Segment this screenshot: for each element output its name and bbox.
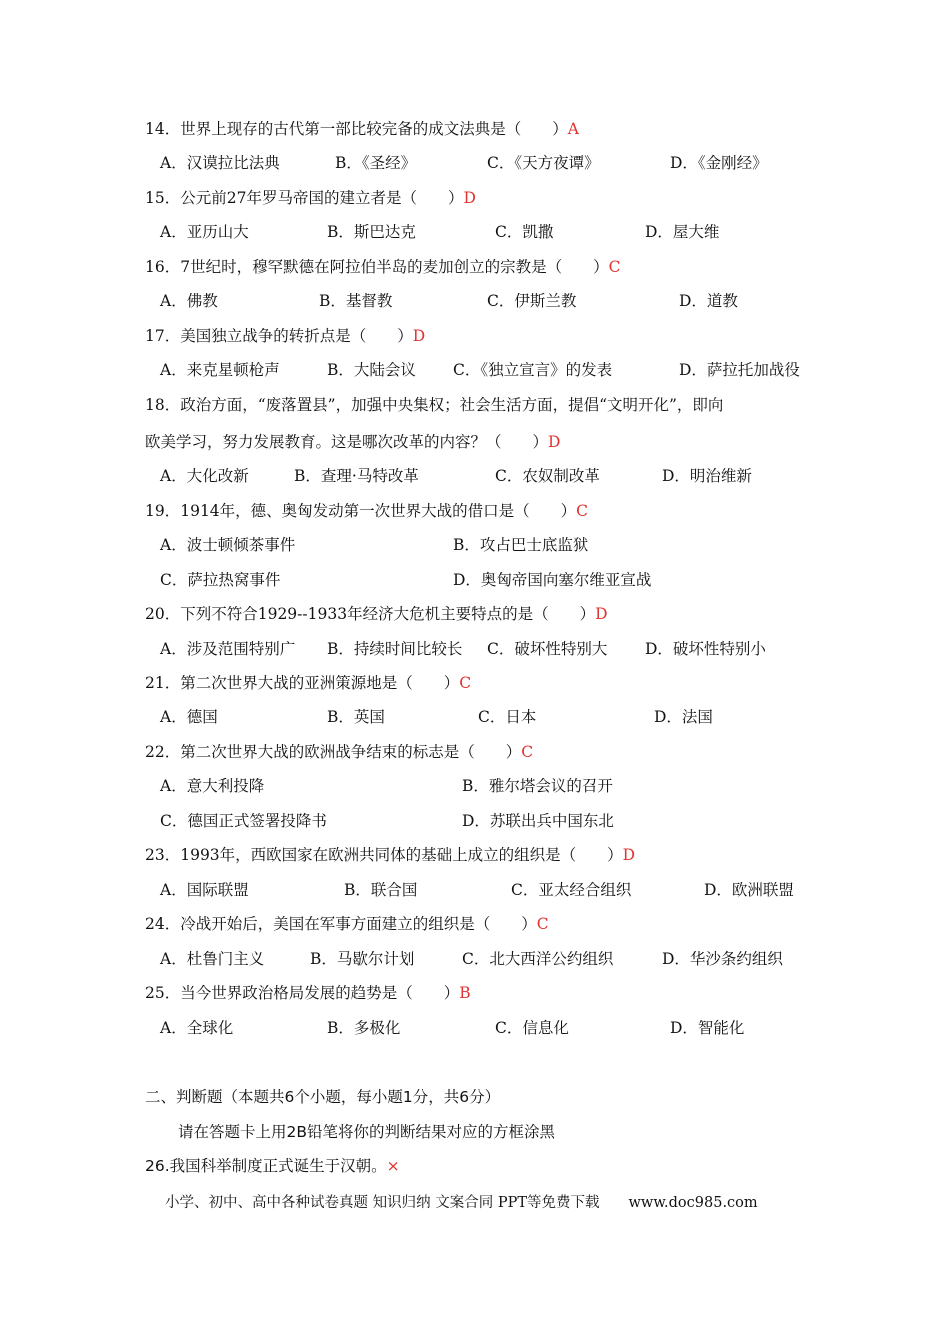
option: D．法国 <box>654 708 713 726</box>
answer-mark: D <box>622 846 636 864</box>
option: B．查理·马特改革 <box>294 467 419 485</box>
option: A．德国 <box>160 708 218 726</box>
answer-mark: B <box>459 984 471 1002</box>
question-stem: 25．当今世界政治格局发展的趋势是（ ）B <box>145 984 471 1002</box>
question-stem: 23．1993年，西欧国家在欧洲共同体的基础上成立的组织是（ ）D <box>145 846 636 864</box>
answer-mark: C <box>521 743 534 761</box>
option: A．意大利投降 <box>160 777 265 795</box>
option: B．基督教 <box>319 292 393 310</box>
question-stem: 19．1914年，德、奥匈发动第一次世界大战的借口是（ ）C <box>145 502 589 520</box>
option: C．《天方夜谭》 <box>487 154 600 172</box>
question-stem-continued: 欧美学习，努力发展教育。这是哪次改革的内容？（ ）D <box>145 433 561 451</box>
option: C．日本 <box>478 708 537 726</box>
option: B．多极化 <box>327 1019 401 1037</box>
option: A．汉谟拉比法典 <box>160 154 280 172</box>
option: B．雅尔塔会议的召开 <box>462 777 613 795</box>
question-stem: 18．政治方面，“废落置县”，加强中央集权；社会生活方面，提倡“文明开化”，即向 <box>145 396 724 414</box>
section-title: 二、判断题（本题共6个小题，每小题1分，共6分） <box>145 1088 501 1106</box>
question-stem: 20．下列不符合1929--1933年经济大危机主要特点的是（ ）D <box>145 605 608 623</box>
option: C．德国正式签署投降书 <box>160 812 327 830</box>
question-stem: 24．冷战开始后，美国在军事方面建立的组织是（ ）C <box>145 915 549 933</box>
option: B．英国 <box>327 708 385 726</box>
option: A．涉及范围特别广 <box>160 640 296 658</box>
answer-mark: D <box>595 605 608 623</box>
option: A．大化改新 <box>160 467 249 485</box>
question-stem: 14．世界上现存的古代第一部比较完备的成文法典是（ ）A <box>145 120 579 138</box>
section-instruction: 请在答题卡上用2B铅笔将你的判断结果对应的方框涂黑 <box>178 1123 555 1141</box>
option: A．全球化 <box>160 1019 234 1037</box>
option: C．《独立宣言》的发表 <box>453 361 613 379</box>
option: B．联合国 <box>344 881 418 899</box>
option: D．屋大维 <box>645 223 720 241</box>
option: D．道教 <box>679 292 738 310</box>
answer-mark: C <box>576 502 589 520</box>
option: D．苏联出兵中国东北 <box>462 812 614 830</box>
answer-mark: D <box>412 327 426 345</box>
option: C．伊斯兰教 <box>487 292 577 310</box>
option: B．大陆会议 <box>327 361 416 379</box>
option: C．北大西洋公约组织 <box>462 950 614 968</box>
answer-mark: D <box>463 189 476 207</box>
question-stem: 22．第二次世界大战的欧洲战争结束的标志是（ ）C <box>145 743 534 761</box>
question-stem: 21．第二次世界大战的亚洲策源地是（ ）C <box>145 674 472 692</box>
option: A．杜鲁门主义 <box>160 950 265 968</box>
option: D．欧洲联盟 <box>704 881 794 899</box>
option: D．华沙条约组织 <box>662 950 783 968</box>
answer-mark: C <box>608 258 621 276</box>
question-stem: 26.我国科举制度正式诞生于汉朝。× <box>145 1157 400 1175</box>
answer-mark: D <box>548 433 561 451</box>
option: C．破坏性特别大 <box>487 640 608 658</box>
option: D．智能化 <box>670 1019 745 1037</box>
option: B．马歇尔计划 <box>310 950 415 968</box>
option: D．明治维新 <box>662 467 752 485</box>
option: C．农奴制改革 <box>495 467 600 485</box>
option: D．破坏性特别小 <box>645 640 766 658</box>
option: A．亚历山大 <box>160 223 249 241</box>
option: A．佛教 <box>160 292 218 310</box>
answer-mark: × <box>386 1157 400 1175</box>
question-stem: 15．公元前27年罗马帝国的建立者是（ ）D <box>145 189 476 207</box>
option: D．萨拉托加战役 <box>679 361 800 379</box>
option: A．来克星顿枪声 <box>160 361 280 379</box>
question-stem: 17．美国独立战争的转折点是（ ）D <box>145 327 426 345</box>
option: C．亚太经合组织 <box>511 881 632 899</box>
option: D．《金刚经》 <box>670 154 768 172</box>
option: B．《圣经》 <box>335 154 417 172</box>
option: A．国际联盟 <box>160 881 249 899</box>
option: C．信息化 <box>495 1019 569 1037</box>
question-stem: 16．7世纪时，穆罕默德在阿拉伯半岛的麦加创立的宗教是（ ）C <box>145 258 621 276</box>
option: A．波士顿倾茶事件 <box>160 536 296 554</box>
answer-mark: C <box>536 915 549 933</box>
option: C．凯撒 <box>495 223 554 241</box>
answer-mark: A <box>567 120 579 138</box>
option: B．攻占巴士底监狱 <box>453 536 589 554</box>
option: D．奥匈帝国向塞尔维亚宣战 <box>453 571 652 589</box>
option: C．萨拉热窝事件 <box>160 571 281 589</box>
page-footer: 小学、初中、高中各种试卷真题 知识归纳 文案合同 PPT等免费下载 www.doc985.com <box>165 1195 758 1211</box>
answer-mark: C <box>459 674 472 692</box>
option: B．持续时间比较长 <box>327 640 463 658</box>
option: B．斯巴达克 <box>327 223 416 241</box>
